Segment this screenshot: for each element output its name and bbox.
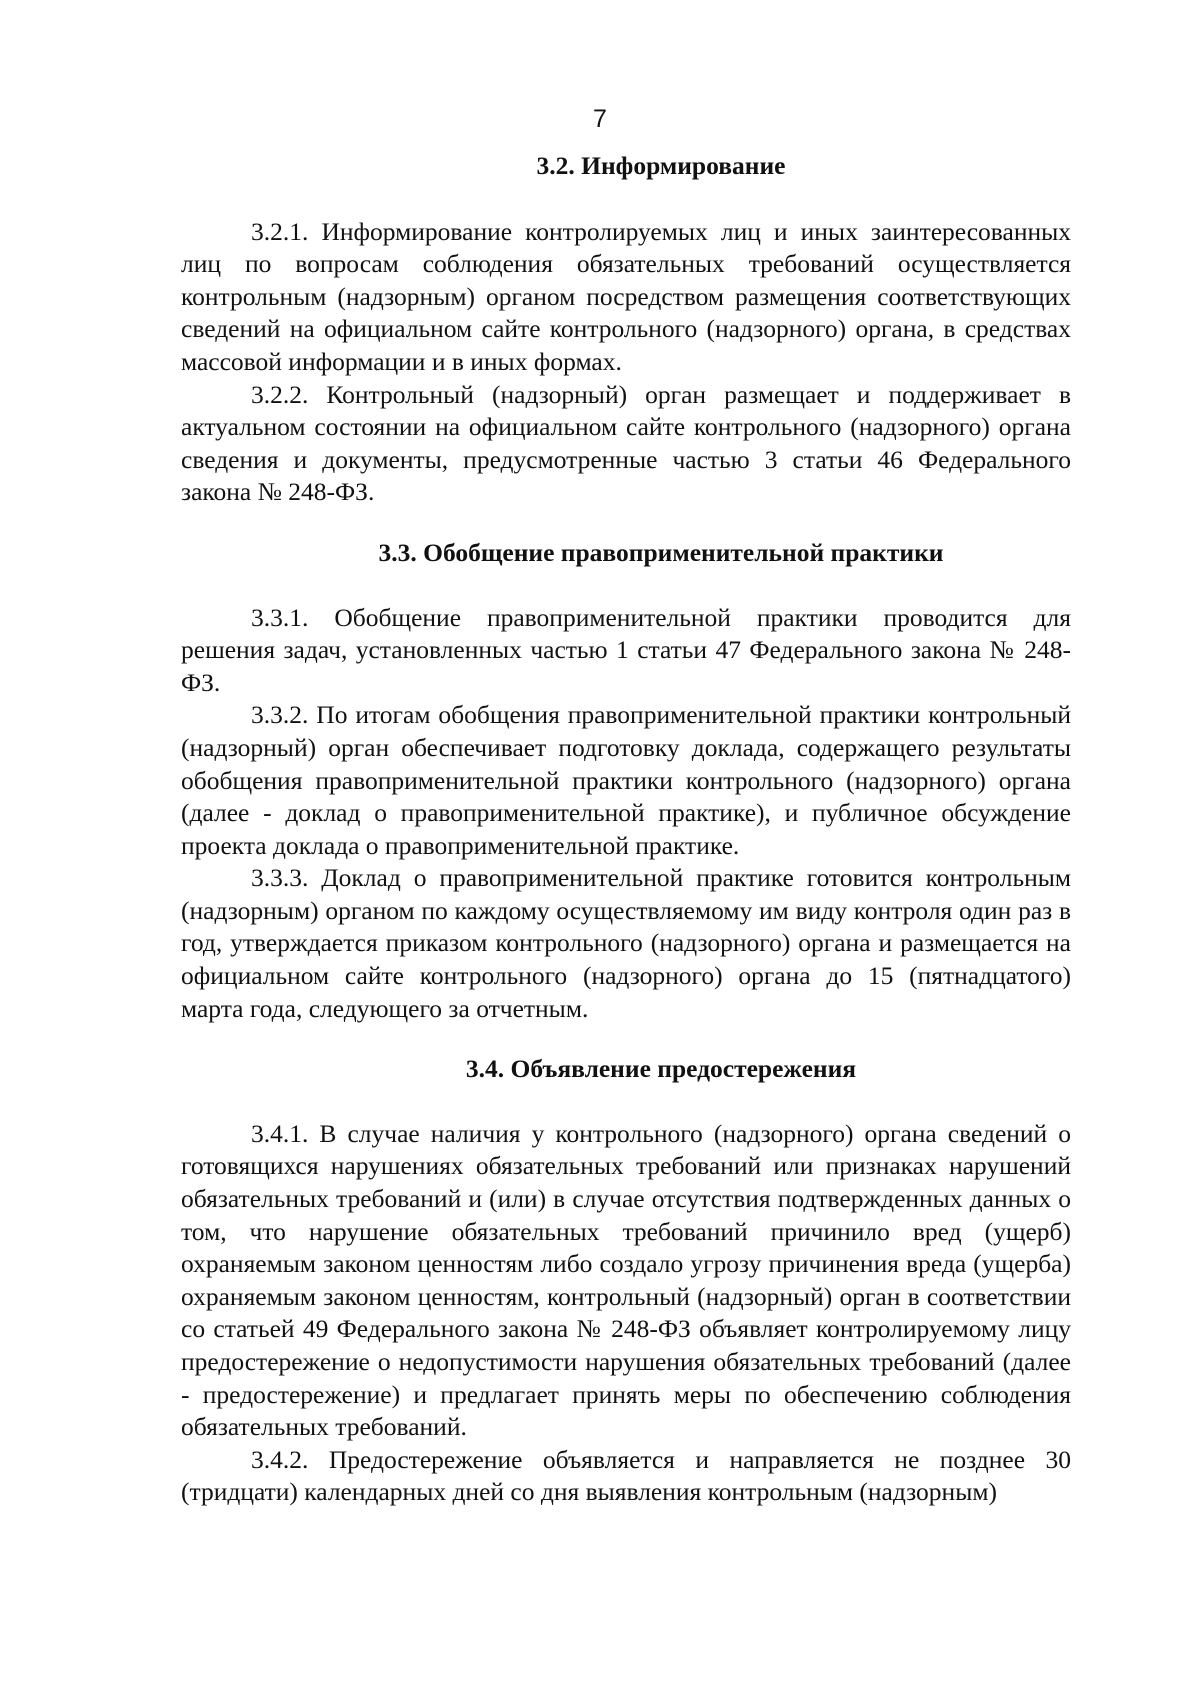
paragraph: 3.3.3. Доклад о правоприменительной практике готовится контрольным (надзорным) органом по каждому осуществляемому им виду контроля один раз в год, утверждается приказом контрольного (надзорного) органа и размещается на официальном сайте контрольного (надзорного) органа до 15 (пятнадцатого) марта года, следующего за отчетным. [181,863,1071,1023]
document-body [181,150,1071,1509]
page-number: 7 [593,105,607,133]
paragraph: 3.4.2. Предостережение объявляется и направляется не позднее 30 (тридцати) календарных дней со дня выявления контрольным (надзорным) [181,1444,1071,1507]
paragraph: 3.2.2. Контрольный (надзорный) орган размещает и поддерживает в актуальном состоянии на официальном сайте контрольного (надзорного) органа сведения и документы, предусмотренные частью 3 статьи 46 Федерального закона № 248-ФЗ. [181,379,1071,507]
paragraph: 3.2.1. Информирование контролируемых лиц и иных заинтересованных лиц по вопросам соблюдения обязательных требований осуществляется контрольным (надзорным) органом посредством размещения соответствующих сведений на официальном сайте контрольного (надзорного) органа, в средствах массовой информации и в иных формах. [181,216,1071,376]
paragraph: 3.4.1. В случае наличия у контрольного (надзорного) органа сведений о готовящихся нарушениях обязательных требований или признаках нарушений обязательных требований и (или) в случае отсутствия подтвержденных данных о том, что нарушение обязательных требований причинило вред (ущерб) охраняемым законом ценностям либо создало угрозу причинения вреда (ущерба) охраняемым законом ценностям, контрольный (надзорный) орган в соответствии со статьей 49 Федерального закона № 248-ФЗ объявляет контролируемому лицу предостережение о недопустимости нарушения обязательных требований (далее - предостережение) и предлагает принять меры по обеспечению соблюдения обязательных требований. [181,1118,1071,1442]
paragraph: 3.3.1. Обобщение правоприменительной практики проводится для решения задач, установленных частью 1 статьи 47 Федерального закона № 248-ФЗ. [181,602,1071,697]
section-heading: 3.2. Информирование [536,151,786,180]
paragraph: 3.3.2. По итогам обобщения правоприменительной практики контрольный (надзорный) орган обеспечивает подготовку доклада, содержащего результаты обобщения правоприменительной практики контрольного (надзорного) органа (далее - доклад о правоприменительной практике), и публичное обсуждение проекта доклада о правоприменительной практике. [181,700,1071,860]
section-heading: 3.3. Обобщение правоприменительной практики [378,537,944,567]
section-heading: 3.4. Объявление предостережения [465,1054,857,1084]
